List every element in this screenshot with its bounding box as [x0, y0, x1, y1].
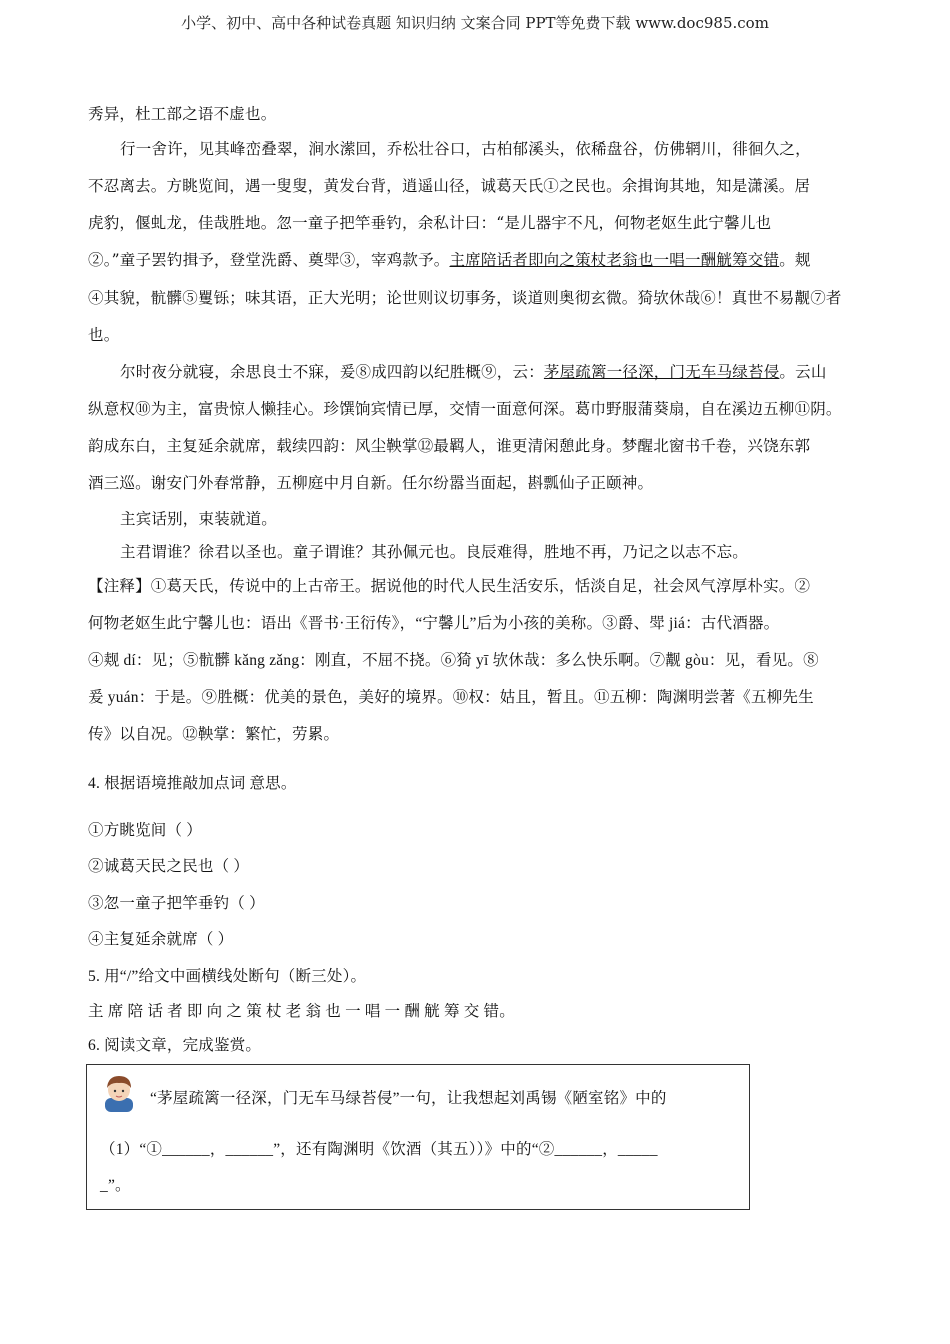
underlined-poem-line: 茅屋疏篱一径深，门无车马绿苔侵: [543, 363, 780, 381]
question-4: 4. 根据语境推敲加点词 意思。: [88, 775, 297, 792]
passage-line-10: 韵成东白，主复延余就席，载续四韵：风尘鞅掌⑫最羁人，谁更清闲憩此身。梦醒北窗书千卷，兴饶东郭: [88, 437, 811, 455]
student-avatar-icon: [100, 1072, 138, 1112]
passage-line-4: 虎豹，偃虬龙，佳哉胜地。忽一童子把竿垂钓，余私计曰：“是儿器宇不凡，何物老妪生此宁馨儿也: [88, 214, 772, 232]
passage-line-3: 不忍离去。方眺览间，遇一叟叟，黄发台背，逍遥山径，诚葛天氏①之民也。余揖询其地，知是潇溪。居: [88, 177, 811, 195]
passage-line-11: 酒三巡。谢安门外春常静，五柳庭中月自新。任尔纷嚣当面起，斟瓢仙子正颐神。: [88, 474, 654, 492]
passage-line-12: 主宾话别，束装就道。: [120, 510, 278, 528]
question-4-item-1: ①方眺览间（ ）: [88, 822, 202, 839]
notes-line-3: ④觌 dí：见；⑤骯髒 kǎng zǎng：刚直，不屈不挠。⑥猗 yī 欤休哉：多么快乐啊。⑦觏 gòu：见，看见。⑧: [88, 652, 819, 669]
passage-line-6: ④其貌，骯髒⑤矍铄；味其语，正大光明；论世则议切事务，谈道则奥彻玄微。猗欤休哉⑥！真世不易觏⑦者: [88, 289, 842, 307]
notes-line-1: 【注释】①葛天氏，传说中的上古帝王。据说他的时代人民生活安乐，恬淡自足，社会风气淳厚朴实。②: [88, 578, 811, 595]
passage-line-5-text: ②。”童子罢钓揖予，登堂洗爵、奠斝③，宰鸡款予。: [88, 251, 450, 269]
question-4-item-2: ②诚葛天民之民也（ ）: [88, 858, 250, 875]
page-header: 小学、初中、高中各种试卷真题 知识归纳 文案合同 PPT等免费下载 www.doc985.com: [181, 14, 769, 32]
passage-line-8-end: 。云山: [779, 363, 827, 381]
question-4-item-4: ④主复延余就席（ ）: [88, 931, 234, 948]
passage-line-13: 主君谓谁？徐君以圣也。童子谓谁？其孙佩元也。良辰难得，胜地不再，乃记之以志不忘。: [120, 543, 749, 561]
passage-line-1: 秀异，杜工部之语不虚也。: [88, 105, 277, 123]
passage-line-2: 行一舍许，见其峰峦叠翠，涧水潆回，乔松壮谷口，古柏郁溪头，依稀盘谷，仿佛辋川，徘徊久之，: [120, 140, 811, 158]
question-4-item-3: ③忽一童子把竿垂钓（ ）: [88, 895, 265, 912]
box-line-3: _”。: [100, 1177, 131, 1194]
notes-line-4: 爰 yuán：于是。⑨胜概：优美的景色，美好的境界。⑩权：姑且，暂且。⑪五柳：陶渊明尝著《五柳先生: [88, 689, 814, 706]
question-5-text: 主 席 陪 话 者 即 向 之 策 杖 老 翁 也 一 唱 一 酬 觥 筹 交 错。: [88, 1003, 515, 1020]
question-6: 6. 阅读文章，完成鉴赏。: [88, 1037, 262, 1054]
passage-line-8: [120, 360, 827, 382]
underlined-sentence: 主席陪话者即向之策杖老翁也一唱一酬觥筹交错: [449, 251, 780, 269]
passage-line-7: 也。: [88, 326, 120, 344]
notes-line-5: 传》以自况。⑫鞅掌：繁忙，劳累。: [88, 726, 340, 743]
box-line-1: “茅屋疏篱一径深，门无车马绿苔侵”一句，让我想起刘禹锡《陋室铭》中的: [150, 1090, 667, 1107]
passage-line-9: 纵意权⑩为主，富贵惊人懒挂心。珍馔饷宾情已厚，交情一面意何深。葛巾野服蒲葵扇，自在溪边五柳⑪阴。: [88, 400, 842, 418]
box-line-2: （1）“①______，______”，还有陶渊明《饮酒（其五））》中的“②______，_____: [100, 1141, 658, 1158]
passage-line-5: [88, 248, 811, 270]
passage-line-5-end: 。觌: [779, 251, 811, 269]
passage-line-8-text: 尔时夜分就寝，余思良士不寐，爰⑧成四韵以纪胜概⑨，云：: [120, 363, 544, 381]
question-5: 5. 用“/”给文中画横线处断句（断三处）。: [88, 968, 367, 985]
notes-line-2: 何物老妪生此宁馨儿也：语出《晋书·王衍传》，“宁馨儿”后为小孩的美称。③爵、斝 jiá：古代酒器。: [88, 615, 780, 632]
